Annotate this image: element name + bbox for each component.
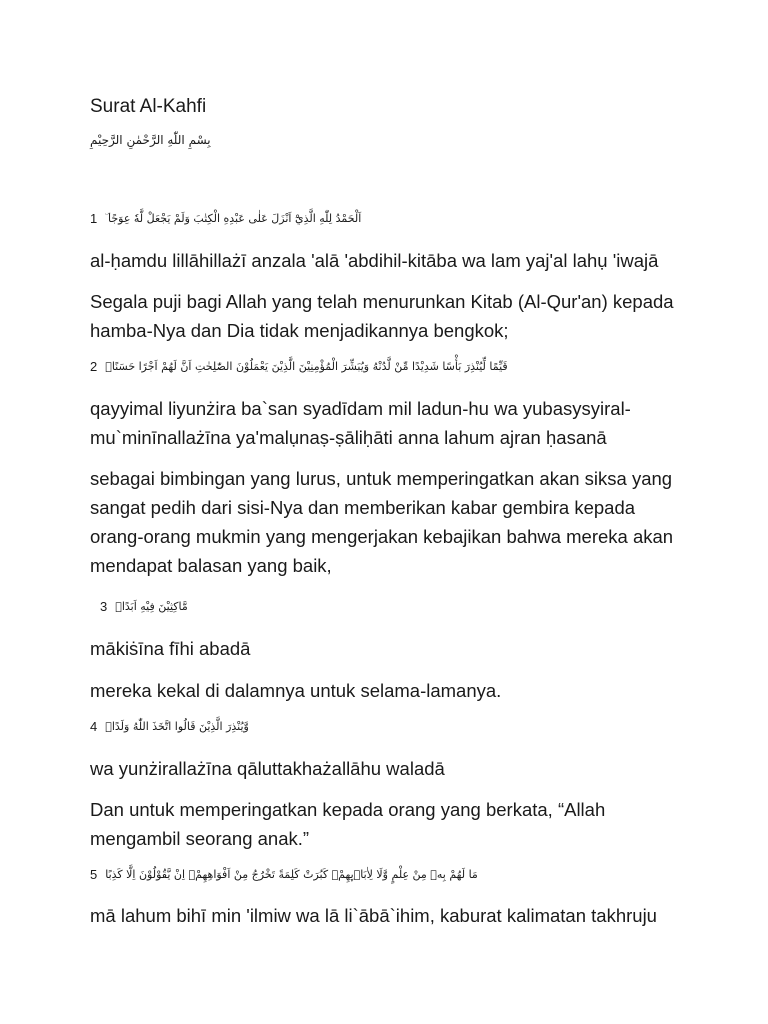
verse-arabic: اَلْحَمْدُ لِلّٰهِ الَّذِيْٓ اَنْزَلَ عَلٰى عَبْدِهِ الْكِتٰبَ وَلَمْ يَجْعَلْ لَّهٗ عِوَجًا ۜ <box>105 212 362 225</box>
verse-3-transliteration: mākiṡīna fīhi abadā <box>90 638 251 659</box>
verse-number: 1 <box>90 211 98 226</box>
verse-2-translation: sebagai bimbingan yang lurus, untuk memperingatkan akan siksa yang sangat pedih dari sisi-Nya dan memberikan kabar gembira kepada orang-orang mukmin yang mengerjakan kebajikan bahwa mereka akan mendapat balasan yang baik, <box>90 468 674 576</box>
verse-arabic: مَا لَهُمْ بِهٖ مِنْ عِلْمٍ وَّلَا لِاٰبَاۤىِٕهِمْۗ كَبُرَتْ كَلِمَةً تَخْرُجُ مِنْ اَفْوَاهِهِمْۗ اِنْ يَّقُوْلُوْنَ اِلَّا كَذِبًا <box>105 868 478 881</box>
verse-5-arabic-row <box>90 864 478 886</box>
verse-4-arabic-row <box>90 716 249 738</box>
basmalah: بِسْمِ اللّٰهِ الرَّحْمٰنِ الرَّحِيْمِ <box>90 133 211 147</box>
verse-number: 2 <box>90 359 98 374</box>
verse-number: 3 <box>100 599 108 614</box>
verse-5-transliteration: mā lahum bihī min 'ilmiw wa lā li`ābā`ihim, kaburat kalimatan takhruju <box>90 905 657 926</box>
document-title: Surat Al-Kahfi <box>90 96 207 117</box>
verse-3-translation: mereka kekal di dalamnya untuk selama-lamanya. <box>90 680 502 701</box>
verse-number: 5 <box>90 867 98 882</box>
verse-3-arabic-row <box>90 596 188 618</box>
verse-4-transliteration: wa yunżirallażīna qāluttakhażallāhu waladā <box>90 758 445 779</box>
verse-arabic: وَّيُنْذِرَ الَّذِيْنَ قَالُوا اتَّخَذَ اللّٰهُ وَلَدًاۖ <box>105 720 249 733</box>
verse-arabic: قَيِّمًا لِّيُنْذِرَ بَأْسًا شَدِيْدًا مِّنْ لَّدُنْهُ وَيُبَشِّرَ الْمُؤْمِنِيْنَ الَّذِيْنَ يَعْمَلُوْنَ الصّٰلِحٰتِ اَنَّ لَهُمْ اَجْرًا حَسَنًاۙ <box>105 360 508 373</box>
verse-2-transliteration: qayyimal liyunżira ba`san syadīdam mil ladun-hu wa yubasysyiral-mu`minīnallażīna ya'malụnaṣ-ṣāliḥāti anna lahum ajran ḥasanā <box>90 398 631 448</box>
verse-arabic: مَّاكِثِيْنَ فِيْهِ اَبَدًاۙ <box>115 600 188 613</box>
verse-1-transliteration: al-ḥamdu lillāhillażī anzala 'alā 'abdihil-kitāba wa lam yaj'al lahụ 'iwajā <box>90 250 659 271</box>
verse-1-translation: Segala puji bagi Allah yang telah menurunkan Kitab (Al-Qur'an) kepada hamba-Nya dan Dia tidak menjadikannya bengkok; <box>90 291 674 341</box>
verse-2-arabic-row <box>90 356 508 378</box>
verse-4-translation: Dan untuk memperingatkan kepada orang yang berkata, “Allah mengambil seorang anak.” <box>90 799 606 849</box>
verse-number: 4 <box>90 719 98 734</box>
verse-1-arabic-row <box>90 208 361 230</box>
